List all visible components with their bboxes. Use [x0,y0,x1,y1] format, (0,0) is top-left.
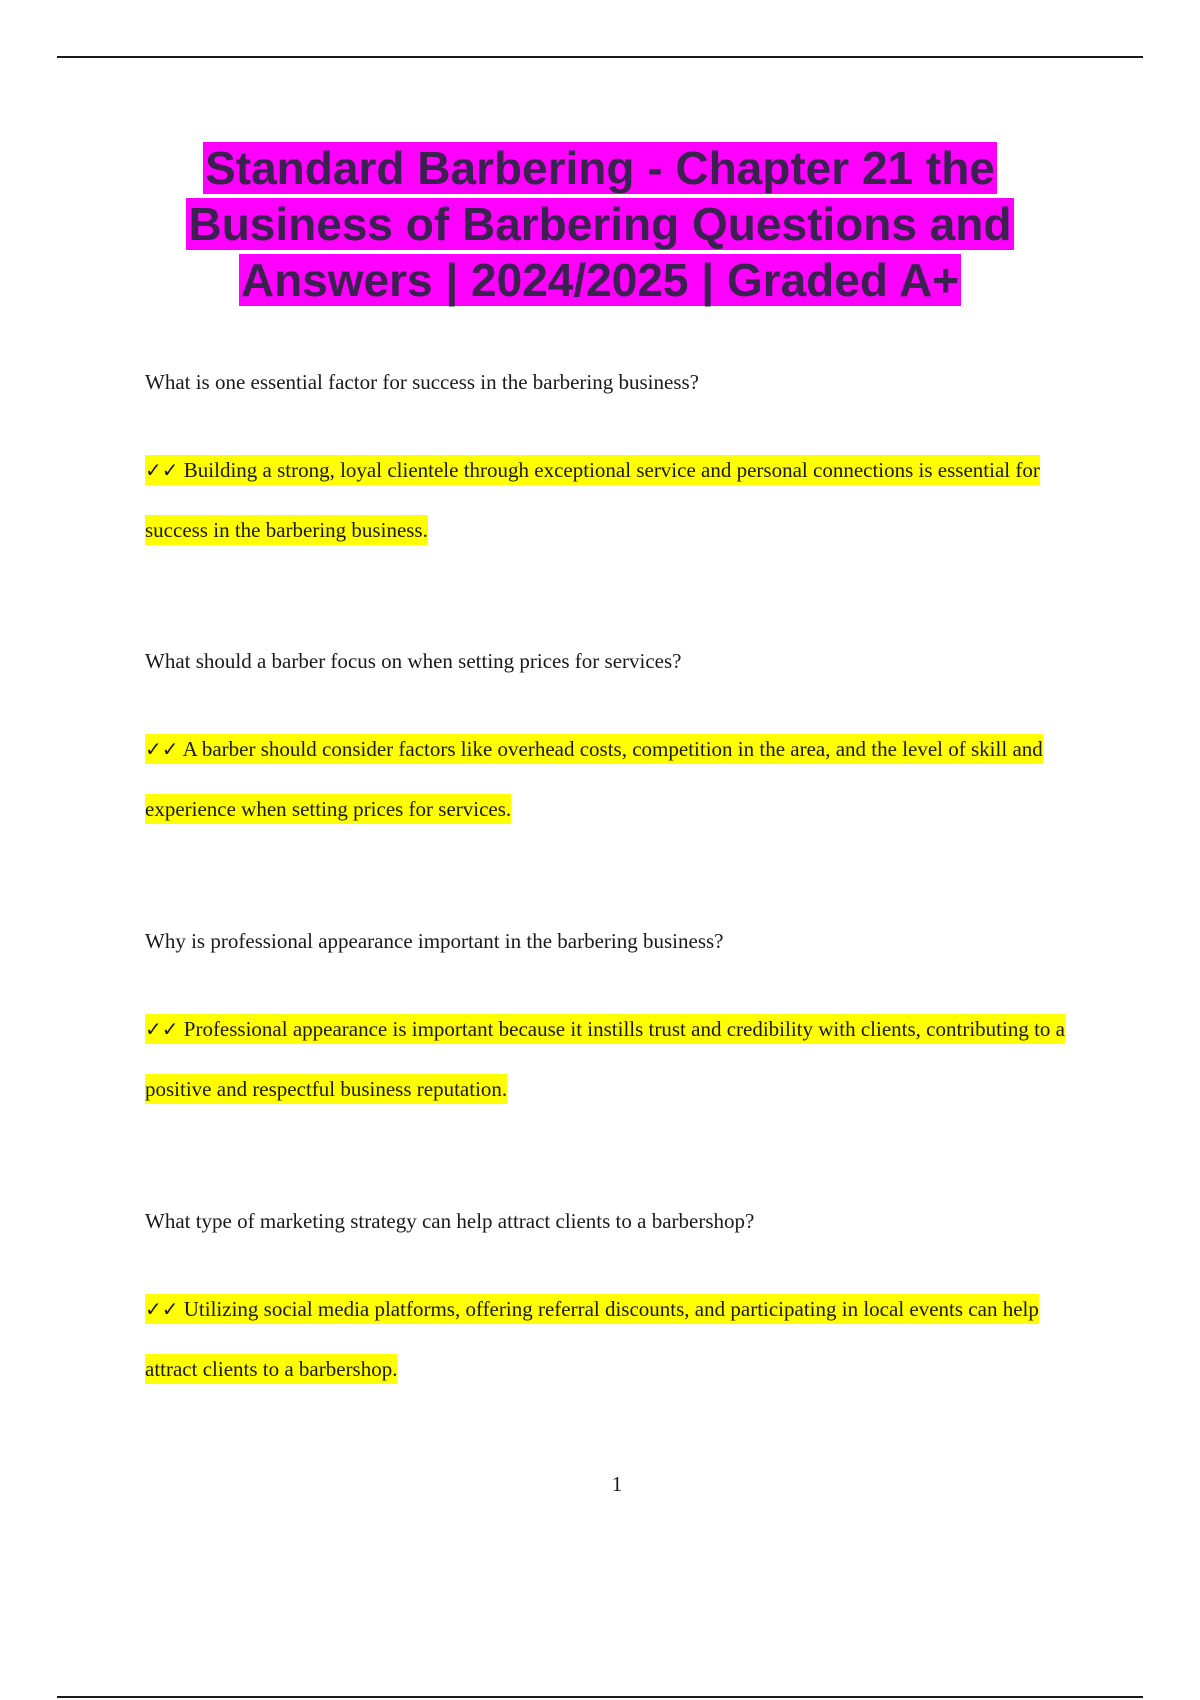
answer-3-highlight [145,1014,1065,1104]
answer-4 [145,1279,1095,1399]
document-title [100,140,1100,308]
answer-1-text: Building a strong, loyal clientele through exceptional service and personal connections is essential for success in the barbering business. [145,458,1040,542]
answer-1 [145,440,1095,560]
question-1: What is one essential factor for success in the barbering business? [145,370,699,394]
qa-item-2 [145,647,1095,839]
answer-2 [145,719,1095,839]
page-number: 1 [611,1472,623,1496]
double-check-icon: ✓✓ [145,737,179,761]
question-2: What should a barber focus on when setting prices for services? [145,649,682,673]
qa-item-3 [145,927,1095,1119]
double-check-icon: ✓✓ [145,1017,179,1041]
question-3: Why is professional appearance important in the barbering business? [145,929,724,953]
double-check-icon: ✓✓ [145,458,179,482]
answer-1-highlight [145,455,1040,545]
answer-2-text: A barber should consider factors like overhead costs, competition in the area, and the level of skill and experience when setting prices for services. [145,737,1043,821]
answer-3-text: Professional appearance is important because it instills trust and credibility with clients, contributing to a positive and respectful business reputation. [145,1017,1065,1101]
answer-2-highlight [145,734,1043,824]
answer-4-highlight [145,1294,1039,1384]
top-rule [57,56,1143,58]
question-4: What type of marketing strategy can help attract clients to a barbershop? [145,1209,755,1233]
answer-3 [145,999,1095,1119]
qa-item-1 [145,368,1095,560]
bottom-rule [57,1696,1143,1698]
qa-item-4 [145,1207,1095,1399]
document-title-text: Standard Barbering - Chapter 21 the Business of Barbering Questions and Answers | 2024/2025 | Graded A+ [188,142,1012,306]
answer-4-text: Utilizing social media platforms, offering referral discounts, and participating in local events can help attract clients to a barbershop. [145,1297,1039,1381]
double-check-icon: ✓✓ [145,1297,179,1321]
